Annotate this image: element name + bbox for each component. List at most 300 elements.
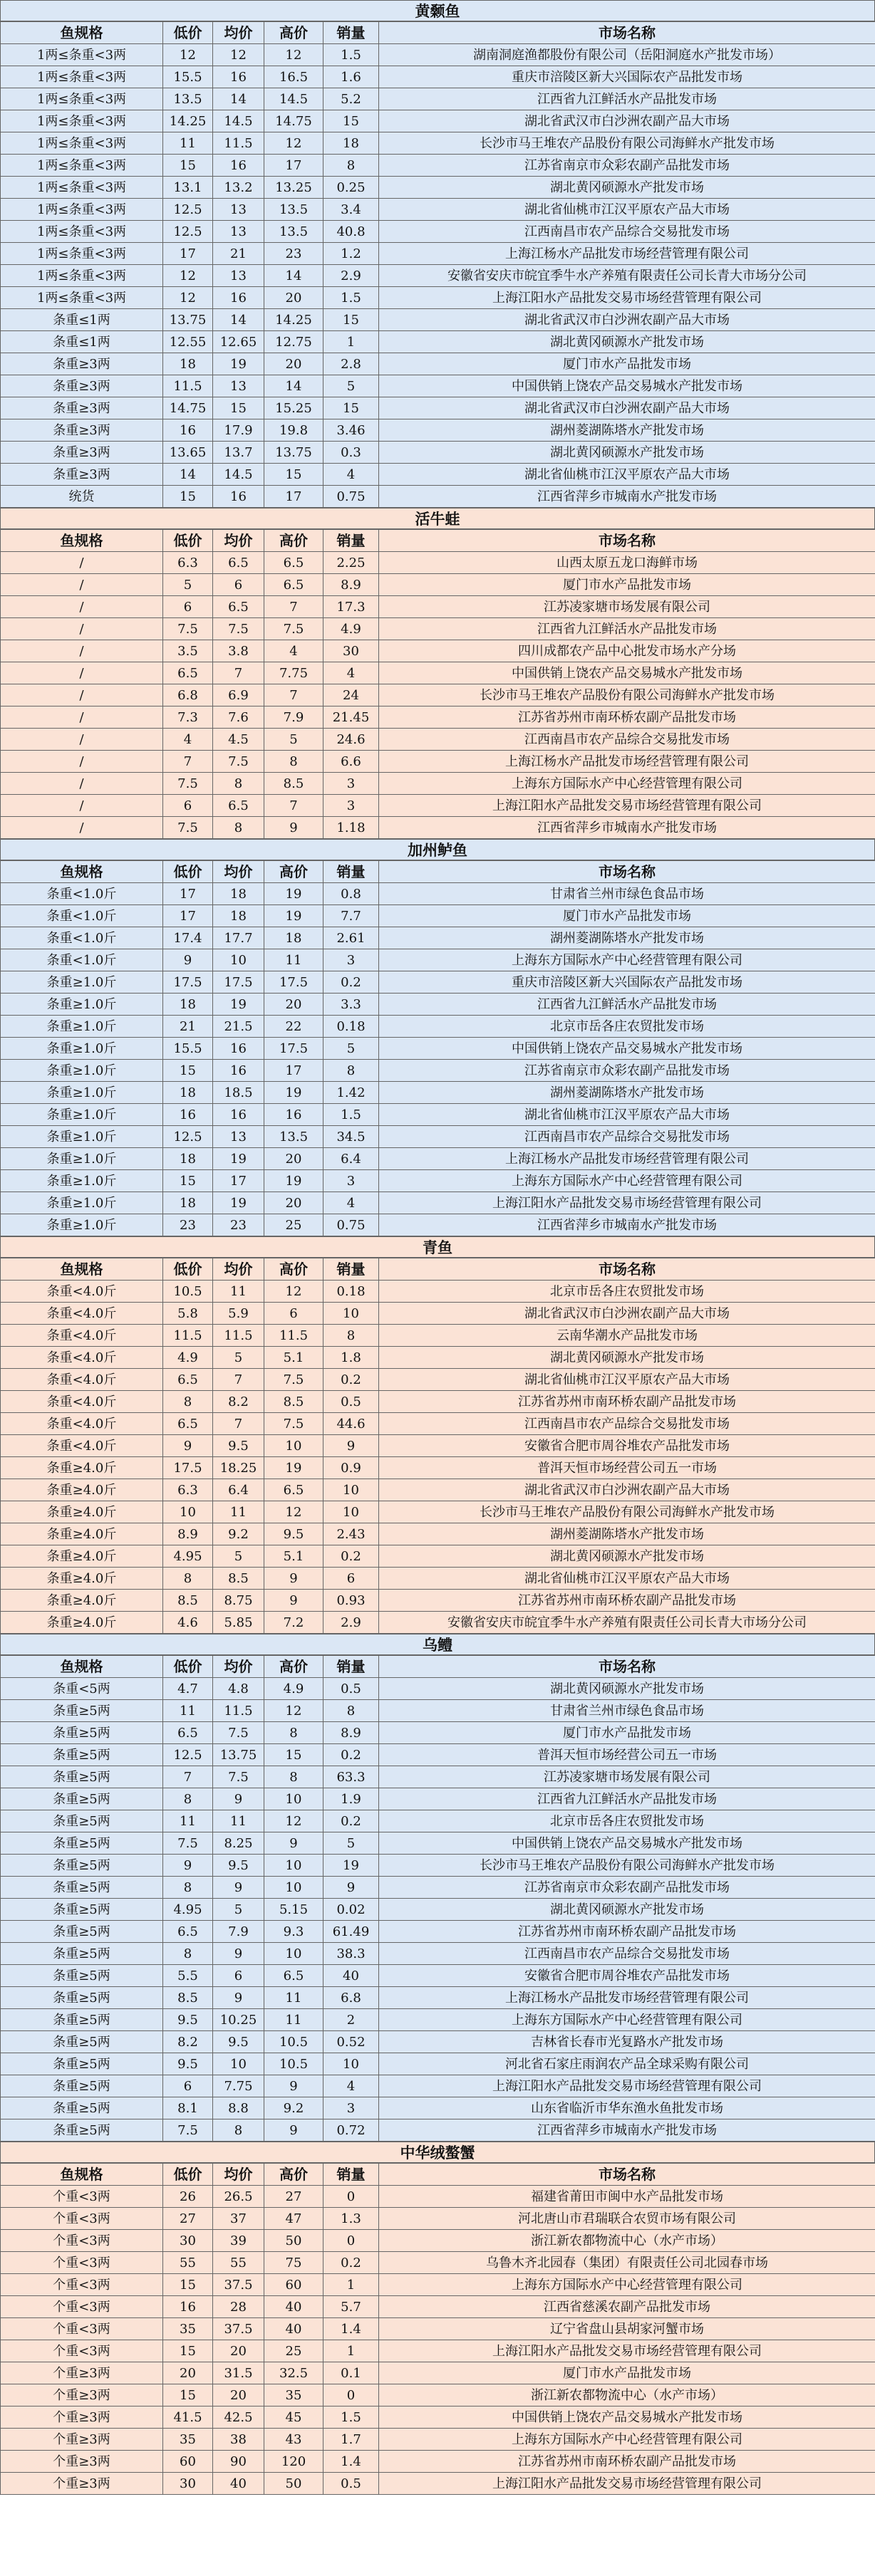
sales-volume-cell: 10 bbox=[323, 1501, 379, 1523]
sales-volume-cell: 1 bbox=[323, 2274, 379, 2296]
avg-price-cell: 7 bbox=[213, 1369, 264, 1391]
table-row bbox=[1, 684, 875, 706]
fish-spec-cell: 条重<4.0斤 bbox=[1, 1435, 163, 1457]
market-name-cell: 湖州菱湖陈塔水产批发市场 bbox=[379, 1082, 875, 1104]
high-price-cell: 12 bbox=[264, 44, 323, 66]
avg-price-cell: 12.65 bbox=[213, 331, 264, 353]
market-name-cell: 上海东方国际水产中心经营管理有限公司 bbox=[379, 1170, 875, 1192]
low-price-cell: 18 bbox=[163, 994, 213, 1016]
low-price-cell: 15.5 bbox=[163, 1038, 213, 1060]
sales-volume-cell: 0.2 bbox=[323, 1810, 379, 1832]
table-row bbox=[1, 2451, 875, 2473]
section-title: 中华绒螯蟹 bbox=[0, 2142, 875, 2163]
fish-spec-cell: / bbox=[1, 795, 163, 817]
low-price-cell: 12 bbox=[163, 44, 213, 66]
market-name-cell: 上海江阳水产品批发交易市场经营管理有限公司 bbox=[379, 2340, 875, 2362]
low-price-cell: 11.5 bbox=[163, 1325, 213, 1347]
sales-volume-cell: 7.7 bbox=[323, 905, 379, 927]
high-price-cell: 19 bbox=[264, 905, 323, 927]
low-price-cell: 17.5 bbox=[163, 971, 213, 994]
high-price-cell: 7.9 bbox=[264, 706, 323, 729]
low-price-cell: 8 bbox=[163, 1788, 213, 1810]
high-price-cell: 13.25 bbox=[264, 177, 323, 199]
fish-spec-cell: 条重≤1两 bbox=[1, 331, 163, 353]
avg-price-cell: 7 bbox=[213, 662, 264, 684]
column-header-avg-price: 均价 bbox=[213, 2164, 264, 2186]
low-price-cell: 11 bbox=[163, 1700, 213, 1722]
sales-volume-cell: 40.8 bbox=[323, 221, 379, 243]
low-price-cell: 16 bbox=[163, 2296, 213, 2318]
table-row bbox=[1, 464, 875, 486]
low-price-cell: 7.3 bbox=[163, 706, 213, 729]
market-name-cell: 浙江新农都物流中心（水产市场） bbox=[379, 2384, 875, 2406]
table-row bbox=[1, 1479, 875, 1501]
sales-volume-cell: 2.9 bbox=[323, 265, 379, 287]
sales-volume-cell: 5 bbox=[323, 1832, 379, 1855]
low-price-cell: 7.5 bbox=[163, 618, 213, 640]
market-name-cell: 上海江阳水产品批发交易市场经营管理有限公司 bbox=[379, 287, 875, 309]
avg-price-cell: 4.5 bbox=[213, 729, 264, 751]
sales-volume-cell: 6.6 bbox=[323, 751, 379, 773]
column-header-market-name: 市场名称 bbox=[379, 530, 875, 552]
fish-spec-cell: / bbox=[1, 729, 163, 751]
low-price-cell: 6 bbox=[163, 795, 213, 817]
fish-spec-cell: 个重≥3两 bbox=[1, 2406, 163, 2429]
high-price-cell: 10 bbox=[264, 1788, 323, 1810]
sales-volume-cell: 1.5 bbox=[323, 1104, 379, 1126]
table-row bbox=[1, 1766, 875, 1788]
market-name-cell: 福建省莆田市闽中水产品批发市场 bbox=[379, 2186, 875, 2208]
high-price-cell: 17.5 bbox=[264, 1038, 323, 1060]
low-price-cell: 10.5 bbox=[163, 1281, 213, 1303]
fish-spec-cell: 1两≤条重<3两 bbox=[1, 44, 163, 66]
market-name-cell: 江西省九江鲜活水产品批发市场 bbox=[379, 1788, 875, 1810]
table-row bbox=[1, 927, 875, 949]
low-price-cell: 60 bbox=[163, 2451, 213, 2473]
high-price-cell: 9 bbox=[264, 1590, 323, 1612]
market-name-cell: 中国供销上饶农产品交易城水产批发市场 bbox=[379, 375, 875, 397]
market-name-cell: 江西南昌市农产品综合交易批发市场 bbox=[379, 729, 875, 751]
market-name-cell: 江苏凌家塘市场发展有限公司 bbox=[379, 596, 875, 618]
table-row bbox=[1, 596, 875, 618]
section-5 bbox=[0, 2142, 875, 2495]
market-name-cell: 辽宁省盘山县胡家河蟹市场 bbox=[379, 2318, 875, 2340]
avg-price-cell: 21.5 bbox=[213, 1016, 264, 1038]
fish-spec-cell: 条重≥5两 bbox=[1, 1855, 163, 1877]
column-header-avg-price: 均价 bbox=[213, 861, 264, 883]
high-price-cell: 120 bbox=[264, 2451, 323, 2473]
table-row bbox=[1, 729, 875, 751]
high-price-cell: 9 bbox=[264, 1832, 323, 1855]
high-price-cell: 7.5 bbox=[264, 618, 323, 640]
avg-price-cell: 13.7 bbox=[213, 442, 264, 464]
table-row bbox=[1, 1148, 875, 1170]
table-row bbox=[1, 905, 875, 927]
high-price-cell: 15 bbox=[264, 1744, 323, 1766]
high-price-cell: 40 bbox=[264, 2318, 323, 2340]
high-price-cell: 10 bbox=[264, 1435, 323, 1457]
sales-volume-cell: 3 bbox=[323, 2097, 379, 2119]
avg-price-cell: 37.5 bbox=[213, 2274, 264, 2296]
low-price-cell: 11.5 bbox=[163, 375, 213, 397]
market-name-cell: 江西南昌市农产品综合交易批发市场 bbox=[379, 221, 875, 243]
avg-price-cell: 7.6 bbox=[213, 706, 264, 729]
sales-volume-cell: 24 bbox=[323, 684, 379, 706]
low-price-cell: 12.5 bbox=[163, 1126, 213, 1148]
low-price-cell: 8 bbox=[163, 1391, 213, 1413]
high-price-cell: 14.25 bbox=[264, 309, 323, 331]
high-price-cell: 8 bbox=[264, 1722, 323, 1744]
market-name-cell: 湖北省仙桃市江汉平原农产品大市场 bbox=[379, 1568, 875, 1590]
avg-price-cell: 9 bbox=[213, 1987, 264, 2009]
sales-volume-cell: 1 bbox=[323, 2340, 379, 2362]
high-price-cell: 10.5 bbox=[264, 2053, 323, 2075]
fish-spec-cell: 条重≥1.0斤 bbox=[1, 1060, 163, 1082]
low-price-cell: 21 bbox=[163, 1016, 213, 1038]
avg-price-cell: 7.75 bbox=[213, 2075, 264, 2097]
avg-price-cell: 13 bbox=[213, 265, 264, 287]
avg-price-cell: 6.4 bbox=[213, 1479, 264, 1501]
market-name-cell: 江苏凌家塘市场发展有限公司 bbox=[379, 1766, 875, 1788]
low-price-cell: 6.8 bbox=[163, 684, 213, 706]
sales-volume-cell: 1.9 bbox=[323, 1788, 379, 1810]
sales-volume-cell: 0.75 bbox=[323, 486, 379, 508]
fish-spec-cell: 1两≤条重<3两 bbox=[1, 287, 163, 309]
sales-volume-cell: 1.18 bbox=[323, 817, 379, 839]
avg-price-cell: 14.5 bbox=[213, 110, 264, 132]
table-row bbox=[1, 265, 875, 287]
high-price-cell: 12 bbox=[264, 132, 323, 155]
market-name-cell: 上海东方国际水产中心经营管理有限公司 bbox=[379, 2429, 875, 2451]
high-price-cell: 9 bbox=[264, 817, 323, 839]
avg-price-cell: 11.5 bbox=[213, 132, 264, 155]
low-price-cell: 12.5 bbox=[163, 221, 213, 243]
sales-volume-cell: 15 bbox=[323, 110, 379, 132]
sales-volume-cell: 5 bbox=[323, 375, 379, 397]
low-price-cell: 17.4 bbox=[163, 927, 213, 949]
avg-price-cell: 6 bbox=[213, 574, 264, 596]
fish-spec-cell: 1两≤条重<3两 bbox=[1, 177, 163, 199]
fish-spec-cell: 1两≤条重<3两 bbox=[1, 66, 163, 88]
fish-spec-cell: 条重≥4.0斤 bbox=[1, 1568, 163, 1590]
column-header-fish-spec: 鱼规格 bbox=[1, 22, 163, 44]
low-price-cell: 12 bbox=[163, 287, 213, 309]
price-table bbox=[0, 860, 875, 1236]
high-price-cell: 5.1 bbox=[264, 1347, 323, 1369]
table-row bbox=[1, 397, 875, 419]
sales-volume-cell: 0.93 bbox=[323, 1590, 379, 1612]
high-price-cell: 32.5 bbox=[264, 2362, 323, 2384]
fish-spec-cell: 条重≥5两 bbox=[1, 2009, 163, 2031]
sales-volume-cell: 0 bbox=[323, 2186, 379, 2208]
market-name-cell: 江苏省苏州市南环桥农副产品批发市场 bbox=[379, 1391, 875, 1413]
avg-price-cell: 13 bbox=[213, 199, 264, 221]
column-header-high-price: 高价 bbox=[264, 530, 323, 552]
column-header-high-price: 高价 bbox=[264, 1656, 323, 1678]
fish-spec-cell: 个重<3两 bbox=[1, 2340, 163, 2362]
sales-volume-cell: 3 bbox=[323, 795, 379, 817]
section-3 bbox=[0, 1236, 875, 1634]
sales-volume-cell: 10 bbox=[323, 1479, 379, 1501]
table-row bbox=[1, 2031, 875, 2053]
market-name-cell: 重庆市涪陵区新大兴国际农产品批发市场 bbox=[379, 971, 875, 994]
sales-volume-cell: 1.6 bbox=[323, 66, 379, 88]
market-name-cell: 甘肃省兰州市绿色食品市场 bbox=[379, 1700, 875, 1722]
avg-price-cell: 5.85 bbox=[213, 1612, 264, 1634]
table-row bbox=[1, 2119, 875, 2142]
table-row bbox=[1, 552, 875, 574]
market-name-cell: 湖北黄冈硕源水产批发市场 bbox=[379, 442, 875, 464]
market-name-cell: 上海东方国际水产中心经营管理有限公司 bbox=[379, 773, 875, 795]
column-header-sales-volume: 销量 bbox=[323, 530, 379, 552]
table-row bbox=[1, 1347, 875, 1369]
high-price-cell: 16.5 bbox=[264, 66, 323, 88]
fish-spec-cell: 个重<3两 bbox=[1, 2230, 163, 2252]
table-row bbox=[1, 309, 875, 331]
avg-price-cell: 4.8 bbox=[213, 1678, 264, 1700]
high-price-cell: 14 bbox=[264, 375, 323, 397]
market-name-cell: 厦门市水产品批发市场 bbox=[379, 353, 875, 375]
fish-spec-cell: 条重≥1.0斤 bbox=[1, 1104, 163, 1126]
table-row bbox=[1, 1700, 875, 1722]
fish-spec-cell: 条重≥1.0斤 bbox=[1, 1192, 163, 1214]
avg-price-cell: 19 bbox=[213, 994, 264, 1016]
market-name-cell: 云南华潮水产品批发市场 bbox=[379, 1325, 875, 1347]
high-price-cell: 13.5 bbox=[264, 1126, 323, 1148]
table-row bbox=[1, 2429, 875, 2451]
column-header-high-price: 高价 bbox=[264, 1258, 323, 1281]
high-price-cell: 6.5 bbox=[264, 1965, 323, 1987]
table-header-row bbox=[1, 861, 875, 883]
table-row bbox=[1, 1082, 875, 1104]
low-price-cell: 13.1 bbox=[163, 177, 213, 199]
high-price-cell: 13.75 bbox=[264, 442, 323, 464]
sales-volume-cell: 3 bbox=[323, 1170, 379, 1192]
table-row bbox=[1, 1965, 875, 1987]
price-table bbox=[0, 21, 875, 508]
avg-price-cell: 17.5 bbox=[213, 971, 264, 994]
table-row bbox=[1, 640, 875, 662]
fish-spec-cell: 个重≥3两 bbox=[1, 2384, 163, 2406]
table-row bbox=[1, 1943, 875, 1965]
sales-volume-cell: 1.5 bbox=[323, 44, 379, 66]
avg-price-cell: 18.5 bbox=[213, 1082, 264, 1104]
sales-volume-cell: 8.9 bbox=[323, 574, 379, 596]
table-row bbox=[1, 132, 875, 155]
fish-spec-cell: 个重≥3两 bbox=[1, 2429, 163, 2451]
low-price-cell: 15 bbox=[163, 2384, 213, 2406]
column-header-avg-price: 均价 bbox=[213, 530, 264, 552]
avg-price-cell: 42.5 bbox=[213, 2406, 264, 2429]
fish-spec-cell: 条重<1.0斤 bbox=[1, 905, 163, 927]
high-price-cell: 17 bbox=[264, 486, 323, 508]
table-row bbox=[1, 1214, 875, 1236]
section-title: 乌鳢 bbox=[0, 1634, 875, 1655]
avg-price-cell: 16 bbox=[213, 287, 264, 309]
high-price-cell: 9.3 bbox=[264, 1921, 323, 1943]
sales-volume-cell: 0.02 bbox=[323, 1899, 379, 1921]
fish-spec-cell: 条重≥1.0斤 bbox=[1, 1016, 163, 1038]
low-price-cell: 4.95 bbox=[163, 1899, 213, 1921]
sales-volume-cell: 1 bbox=[323, 331, 379, 353]
table-row bbox=[1, 2186, 875, 2208]
fish-spec-cell: 1两≤条重<3两 bbox=[1, 265, 163, 287]
avg-price-cell: 9.5 bbox=[213, 1435, 264, 1457]
market-name-cell: 长沙市马王堆农产品股份有限公司海鲜水产批发市场 bbox=[379, 684, 875, 706]
sales-volume-cell: 1.4 bbox=[323, 2451, 379, 2473]
table-row bbox=[1, 2075, 875, 2097]
table-row bbox=[1, 1899, 875, 1921]
market-name-cell: 湖北省武汉市白沙洲农副产品大市场 bbox=[379, 1303, 875, 1325]
avg-price-cell: 40 bbox=[213, 2473, 264, 2495]
fish-spec-cell: 条重<1.0斤 bbox=[1, 927, 163, 949]
sales-volume-cell: 2.8 bbox=[323, 353, 379, 375]
high-price-cell: 7.5 bbox=[264, 1413, 323, 1435]
sales-volume-cell: 6.4 bbox=[323, 1148, 379, 1170]
low-price-cell: 15 bbox=[163, 2340, 213, 2362]
market-name-cell: 江西省慈溪农副产品批发市场 bbox=[379, 2296, 875, 2318]
table-row bbox=[1, 949, 875, 971]
high-price-cell: 17 bbox=[264, 155, 323, 177]
fish-spec-cell: 条重≥3两 bbox=[1, 464, 163, 486]
table-row bbox=[1, 1104, 875, 1126]
avg-price-cell: 20 bbox=[213, 2340, 264, 2362]
market-name-cell: 中国供销上饶农产品交易城水产批发市场 bbox=[379, 1038, 875, 1060]
high-price-cell: 22 bbox=[264, 1016, 323, 1038]
avg-price-cell: 6.5 bbox=[213, 795, 264, 817]
avg-price-cell: 8.75 bbox=[213, 1590, 264, 1612]
sales-volume-cell: 8.9 bbox=[323, 1722, 379, 1744]
table-row bbox=[1, 1612, 875, 1634]
fish-spec-cell: 条重<4.0斤 bbox=[1, 1347, 163, 1369]
table-row bbox=[1, 2318, 875, 2340]
high-price-cell: 19 bbox=[264, 1457, 323, 1479]
avg-price-cell: 16 bbox=[213, 1104, 264, 1126]
low-price-cell: 6.5 bbox=[163, 1921, 213, 1943]
sales-volume-cell: 3.46 bbox=[323, 419, 379, 442]
table-header-row bbox=[1, 22, 875, 44]
sales-volume-cell: 0 bbox=[323, 2384, 379, 2406]
fish-spec-cell: 条重≥4.0斤 bbox=[1, 1479, 163, 1501]
price-table bbox=[0, 1655, 875, 2142]
market-name-cell: 湖州菱湖陈塔水产批发市场 bbox=[379, 1523, 875, 1545]
low-price-cell: 6.5 bbox=[163, 1369, 213, 1391]
sales-volume-cell: 2.61 bbox=[323, 927, 379, 949]
sales-volume-cell: 0.52 bbox=[323, 2031, 379, 2053]
low-price-cell: 16 bbox=[163, 1104, 213, 1126]
table-row bbox=[1, 883, 875, 905]
avg-price-cell: 12 bbox=[213, 44, 264, 66]
sales-volume-cell: 1.5 bbox=[323, 287, 379, 309]
avg-price-cell: 5 bbox=[213, 1545, 264, 1568]
table-row bbox=[1, 817, 875, 839]
fish-spec-cell: / bbox=[1, 662, 163, 684]
table-row bbox=[1, 1568, 875, 1590]
high-price-cell: 15 bbox=[264, 464, 323, 486]
low-price-cell: 12 bbox=[163, 265, 213, 287]
low-price-cell: 7.5 bbox=[163, 773, 213, 795]
avg-price-cell: 7.5 bbox=[213, 751, 264, 773]
high-price-cell: 13.5 bbox=[264, 199, 323, 221]
high-price-cell: 5 bbox=[264, 729, 323, 751]
low-price-cell: 17 bbox=[163, 883, 213, 905]
avg-price-cell: 8.25 bbox=[213, 1832, 264, 1855]
market-name-cell: 普洱天恒市场经营公司五一市场 bbox=[379, 1457, 875, 1479]
low-price-cell: 5.5 bbox=[163, 1965, 213, 1987]
sales-volume-cell: 9 bbox=[323, 1877, 379, 1899]
table-row bbox=[1, 574, 875, 596]
market-name-cell: 吉林省长春市光复路水产批发市场 bbox=[379, 2031, 875, 2053]
sales-volume-cell: 4.9 bbox=[323, 618, 379, 640]
sales-volume-cell: 40 bbox=[323, 1965, 379, 1987]
sales-volume-cell: 0.1 bbox=[323, 2362, 379, 2384]
column-header-low-price: 低价 bbox=[163, 861, 213, 883]
avg-price-cell: 9 bbox=[213, 1877, 264, 1899]
low-price-cell: 14.25 bbox=[163, 110, 213, 132]
table-row bbox=[1, 1722, 875, 1744]
column-header-fish-spec: 鱼规格 bbox=[1, 861, 163, 883]
low-price-cell: 35 bbox=[163, 2429, 213, 2451]
sales-volume-cell: 1.5 bbox=[323, 2406, 379, 2429]
high-price-cell: 12 bbox=[264, 1810, 323, 1832]
fish-spec-cell: 条重≥3两 bbox=[1, 375, 163, 397]
column-header-fish-spec: 鱼规格 bbox=[1, 1656, 163, 1678]
high-price-cell: 9 bbox=[264, 2119, 323, 2142]
low-price-cell: 8.2 bbox=[163, 2031, 213, 2053]
sales-volume-cell: 2 bbox=[323, 2009, 379, 2031]
table-row bbox=[1, 1457, 875, 1479]
fish-spec-cell: 条重≥5两 bbox=[1, 1810, 163, 1832]
sales-volume-cell: 15 bbox=[323, 397, 379, 419]
market-name-cell: 北京市岳各庄农贸批发市场 bbox=[379, 1281, 875, 1303]
table-row bbox=[1, 1877, 875, 1899]
high-price-cell: 10 bbox=[264, 1855, 323, 1877]
sales-volume-cell: 8 bbox=[323, 1325, 379, 1347]
sales-volume-cell: 1.3 bbox=[323, 2208, 379, 2230]
avg-price-cell: 6.5 bbox=[213, 552, 264, 574]
avg-price-cell: 18.25 bbox=[213, 1457, 264, 1479]
market-name-cell: 湖北黄冈硕源水产批发市场 bbox=[379, 331, 875, 353]
low-price-cell: 5 bbox=[163, 574, 213, 596]
high-price-cell: 60 bbox=[264, 2274, 323, 2296]
table-row bbox=[1, 2296, 875, 2318]
high-price-cell: 20 bbox=[264, 287, 323, 309]
low-price-cell: 8 bbox=[163, 1568, 213, 1590]
sales-volume-cell: 4 bbox=[323, 1192, 379, 1214]
table-header-row bbox=[1, 1258, 875, 1281]
sales-volume-cell: 0.2 bbox=[323, 1545, 379, 1568]
column-header-low-price: 低价 bbox=[163, 22, 213, 44]
high-price-cell: 25 bbox=[264, 1214, 323, 1236]
market-name-cell: 江苏省苏州市南环桥农副产品批发市场 bbox=[379, 706, 875, 729]
sales-volume-cell: 3.3 bbox=[323, 994, 379, 1016]
sales-volume-cell: 0.2 bbox=[323, 1744, 379, 1766]
avg-price-cell: 16 bbox=[213, 155, 264, 177]
fish-spec-cell: 个重<3两 bbox=[1, 2296, 163, 2318]
low-price-cell: 6 bbox=[163, 2075, 213, 2097]
avg-price-cell: 16 bbox=[213, 1060, 264, 1082]
low-price-cell: 7 bbox=[163, 1766, 213, 1788]
table-row bbox=[1, 1060, 875, 1082]
market-name-cell: 长沙市马王堆农产品股份有限公司海鲜水产批发市场 bbox=[379, 1501, 875, 1523]
column-header-market-name: 市场名称 bbox=[379, 1656, 875, 1678]
sales-volume-cell: 24.6 bbox=[323, 729, 379, 751]
low-price-cell: 11 bbox=[163, 1810, 213, 1832]
column-header-market-name: 市场名称 bbox=[379, 861, 875, 883]
low-price-cell: 9.5 bbox=[163, 2053, 213, 2075]
table-row bbox=[1, 66, 875, 88]
high-price-cell: 7.5 bbox=[264, 1369, 323, 1391]
